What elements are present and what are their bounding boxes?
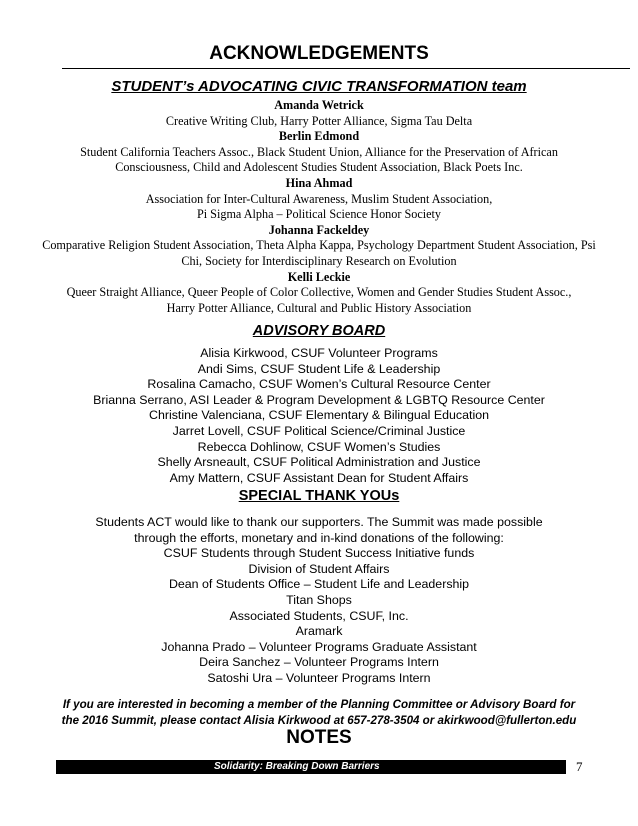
team-member — [0, 223, 638, 270]
team-member — [0, 176, 638, 223]
thanks-line: Dean of Students Office – Student Life and Leadership — [168, 577, 470, 592]
page-number: 7 — [576, 759, 583, 774]
advisory-member: Rosalina Camacho, CSUF Women’s Cultural Resource Center — [147, 377, 491, 392]
member-name: Hina Ahmad — [285, 175, 353, 190]
member-affiliations: Queer Straight Alliance, Queer People of Color Collective, Women and Gender Studies Student Assoc., Harry Potter Alliance, Cultural and Public History Association — [66, 285, 572, 315]
advisory-member: Christine Valenciana, CSUF Elementary & Bilingual Education — [149, 408, 489, 423]
special-thanks-heading: SPECIAL THANK YOUs — [238, 488, 400, 504]
member-affiliations: Association for Inter-Cultural Awareness, Muslim Student Association, Pi Sigma Alpha – Political Science Honor Society — [145, 191, 493, 222]
footer-title: Solidarity: Breaking Down Barriers — [214, 761, 380, 772]
advisory-member: Shelly Arsneault, CSUF Political Administration and Justice — [157, 455, 481, 470]
advisory-board-list — [0, 346, 638, 486]
title-divider — [62, 68, 630, 69]
member-name: Johanna Fackeldey — [268, 222, 370, 237]
contact-note-line: If you are interested in becoming a member of the Planning Committee or Advisory Board for — [62, 698, 576, 711]
member-affiliations: Student California Teachers Assoc., Black Student Union, Alliance for the Preservation of African Consciousness, Child and Adolescent Studies Student Association, Black Poets Inc. — [80, 144, 558, 175]
thanks-line: Johanna Prado – Volunteer Programs Graduate Assistant — [161, 639, 477, 654]
member-affiliations: Comparative Religion Student Association, Theta Alpha Kappa, Psychology Department Student Association, Psi Chi, Society for Interdisciplinary Research on Evolution — [42, 238, 596, 268]
thanks-line: Students ACT would like to thank our supporters. The Summit was made possible — [95, 515, 543, 529]
team-member — [0, 98, 638, 129]
advisory-member: Andi Sims, CSUF Student Life & Leadership — [197, 361, 441, 376]
notes-heading: NOTES — [286, 727, 352, 748]
thanks-line: Aramark — [295, 624, 343, 639]
thanks-line: Satoshi Ura – Volunteer Programs Intern — [207, 670, 431, 685]
thanks-line: CSUF Students through Student Success Initiative funds — [163, 546, 475, 561]
team-member — [0, 129, 638, 176]
member-name: Amanda Wetrick — [274, 98, 364, 112]
advisory-member: Brianna Serrano, ASI Leader & Program Development & LGBTQ Resource Center — [93, 392, 545, 407]
advisory-member: Rebecca Dohlinow, CSUF Women’s Studies — [197, 439, 441, 454]
special-thanks-list — [0, 515, 638, 687]
contact-note-line: the 2016 Summit, please contact Alisia Kirkwood at 657-278-3504 or akirkwood@fullerton.edu — [61, 713, 577, 727]
page-title: ACKNOWLEDGEMENTS — [209, 43, 429, 64]
advisory-member: Amy Mattern, CSUF Assistant Dean for Student Affairs — [169, 470, 469, 485]
thanks-line: through the efforts, monetary and in-kind donations of the following: — [134, 530, 504, 545]
member-name: Kelli Leckie — [287, 269, 351, 284]
member-affiliations: Creative Writing Club, Harry Potter Alliance, Sigma Tau Delta — [165, 113, 473, 128]
advisory-board-heading: ADVISORY BOARD — [252, 323, 386, 339]
team-member — [0, 270, 638, 317]
thanks-line: Division of Student Affairs — [248, 561, 390, 576]
thanks-line: Titan Shops — [286, 592, 352, 607]
advisory-member: Alisia Kirkwood, CSUF Volunteer Programs — [200, 346, 438, 360]
team-member-list — [0, 98, 638, 316]
member-name: Berlin Edmond — [278, 129, 360, 144]
team-heading: STUDENT’s ADVOCATING CIVIC TRANSFORMATION team — [111, 78, 527, 95]
thanks-line: Associated Students, CSUF, Inc. — [229, 608, 409, 623]
advisory-member: Jarret Lovell, CSUF Political Science/Criminal Justice — [172, 423, 466, 438]
contact-note — [0, 697, 638, 728]
thanks-line: Deira Sanchez – Volunteer Programs Intern — [199, 655, 439, 670]
